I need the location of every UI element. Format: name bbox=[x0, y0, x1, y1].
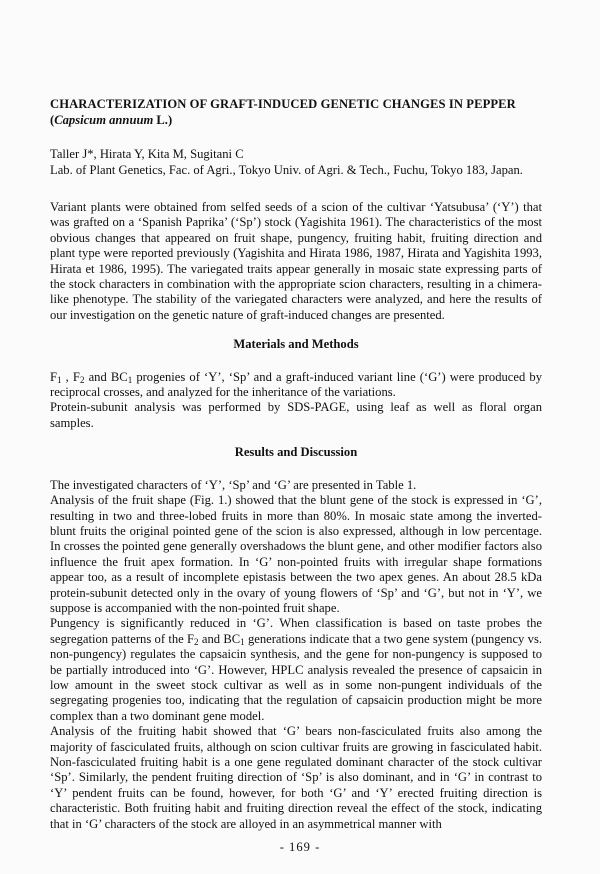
species-name: Capsicum annuum bbox=[54, 113, 154, 127]
heading-results-discussion: Results and Discussion bbox=[234, 445, 358, 460]
results-paragraph-2: Analysis of the fruit shape (Fig. 1.) showed that the blunt gene of the stock is expressed in ‘G’, resulting in two and three-lobed fruits in more than 80%. In mosaic state among the inverted-blunt fruits the original pointed gene of the scion is also expressed, although in low percentage. In crosses the pointed gene generally overshadows the blunt gene, and other modifier factors also influence the fruit apex formation. In ‘G’ non-pointed fruits with irregular shape formations appear too, as a result of incomplete epistasis between the two apex genes. An about 28.5 kDa protein-subunit detected only in the ovary of young flowers of ‘Sp’ and ‘G’, but not in ‘Y’, we suppose is accompanied with the non-pointed fruit shape. bbox=[50, 493, 542, 615]
page-number: - 169 - bbox=[279, 840, 321, 854]
species-author: L.) bbox=[153, 113, 173, 127]
results-paragraph-1: The investigated characters of ‘Y’, ‘Sp’ and ‘G’ are presented in Table 1. bbox=[50, 477, 417, 492]
intro-paragraph: Variant plants were obtained from selfed seeds of a scion of the cultivar ‘Yatsubusa’ (‘Y’) that was grafted on a ‘Spanish Paprika’ (‘Sp’) stock (Yagishita 1961). The characteristics of the most obvious changes that appeared on fruit shape, pungency, fruiting habit, fruiting direction and plant type were reported previously (Yagishita and Hirata 1986, 1987, Hirata and Yagishita 1993, Hirata et 1986, 1995). The variegated traits appear generally in mosaic state expressing parts of the stock characters in combination with the appropriate scion characters, resulting in a chimera-like phenotype. The stability of the variegated characters were analyzed, and here the results of our investigation on the genetic nature of graft-induced changes are presented. bbox=[50, 200, 542, 322]
affiliation: Lab. of Plant Genetics, Fac. of Agri., Tokyo Univ. of Agri. & Tech., Fuchu, Tokyo 183, Japan. bbox=[50, 163, 523, 177]
results-paragraph-4: Analysis of the fruiting habit showed that ‘G’ bears non-fasciculated fruits also among the majority of fasciculated fruits, although on scion cultivar fruits are growing in fasciculated habit. Non-fasciculated fruiting habit is a one gene regulated dominant character of the stock cultivar ‘Sp’. Similarly, the pendent fruiting direction of ‘Sp’ is also dominant, and in ‘G’ in contrast to ‘Y’ pendent fruits can be found, however, for both ‘G’ and ‘Y’ erected fruiting direction is characteristic. Both fruiting habit and fruiting direction reveal the effect of the stock, indicating that in ‘G’ characters of the stock are alloyed in an asymmetrical manner with bbox=[50, 724, 542, 831]
results-paragraph-3: Pungency is significantly reduced in ‘G’. When classification is based on taste probes the segregation patterns of the $F_2$ and $BC_1$ generations indicate that a two gene system (pungency vs. non-pungency) regulates the capsaicin synthesis, and the gene for non-pungency is supposed to be partially introduced into ‘G’. However, HPLC analysis revealed the presence of capsaicin in low amount in the sweet stock cultivar as well as in some non-pungent individuals of the segregating progenies too, indicating that the regulation of capsaicin production might be more complex than a two dominant gene model. bbox=[50, 616, 542, 723]
methods-paragraph-2: Protein-subunit analysis was performed by SDS-PAGE, using leaf as well as floral organ samples. bbox=[50, 400, 542, 430]
authors: Taller J*, Hirata Y, Kita M, Sugitani C bbox=[50, 147, 244, 161]
paper-title: CHARACTERIZATION OF GRAFT-INDUCED GENETIC CHANGES IN PEPPER bbox=[50, 97, 516, 111]
methods-paragraph-1: $F_1$ , $F_2$ and $BC_1$ progenies of ‘Y’, ‘Sp’ and a graft-induced variant line (‘G’) were produced by reciprocal crosses, and analyzed for the inheritance of the variations. bbox=[50, 369, 542, 400]
heading-materials-methods: Materials and Methods bbox=[233, 337, 359, 352]
paper-subtitle: (Capsicum annuum L.) bbox=[50, 113, 173, 127]
paper-page bbox=[50, 96, 542, 832]
